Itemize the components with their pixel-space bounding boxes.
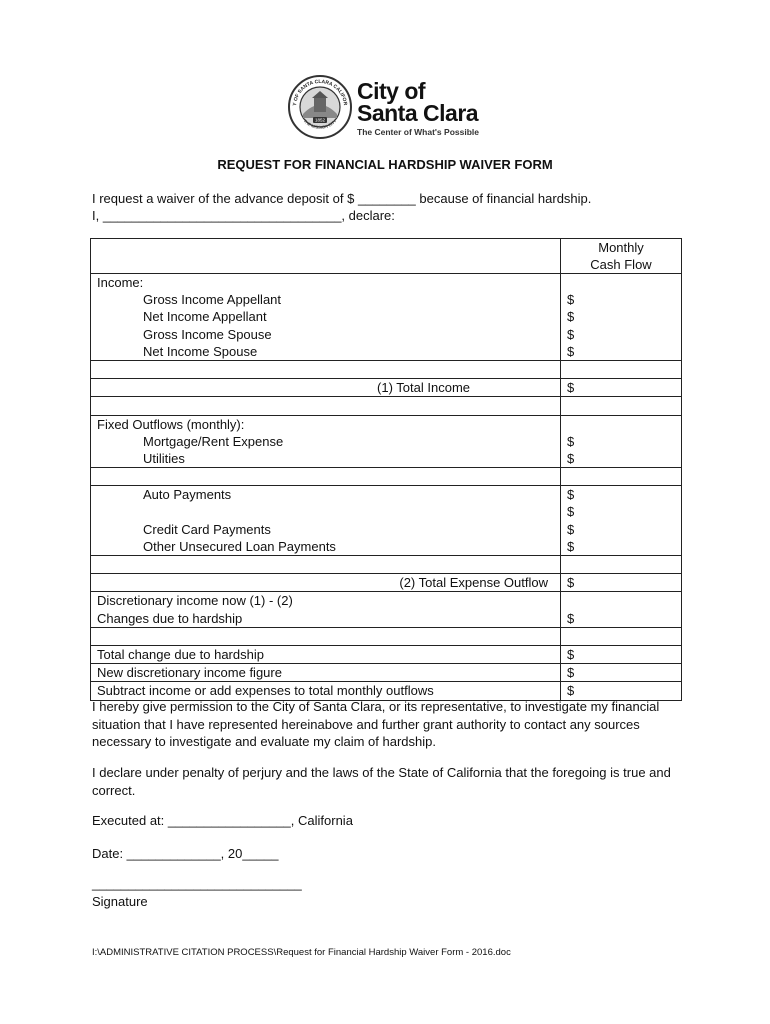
- table-row: [91, 397, 682, 415]
- utilities-value: $: [561, 450, 682, 468]
- table-row: [91, 486, 682, 504]
- other-unsecured-value: $: [561, 538, 682, 556]
- table-row: [91, 521, 682, 538]
- table-row: [91, 239, 682, 274]
- table-row: [91, 592, 682, 610]
- net-income-appellant-value: $: [561, 308, 682, 325]
- net-income-appellant-label: Net Income Appellant: [143, 309, 267, 325]
- table-row: [91, 556, 682, 574]
- table-row: [91, 379, 682, 397]
- file-path-footer: I:\ADMINISTRATIVE CITATION PROCESS\Request for Financial Hardship Waiver Form - 2016.doc: [92, 947, 511, 958]
- city-logo: [287, 72, 497, 144]
- subtract-add-value: $: [561, 682, 682, 700]
- monthly-cash-flow-header: Monthly Cash Flow: [561, 239, 682, 274]
- signature-label: Signature: [92, 894, 148, 909]
- executed-at-line: Executed at: _________________, California: [92, 813, 353, 828]
- total-change-value: $: [561, 645, 682, 663]
- table-row: [91, 450, 682, 468]
- signature-line: _____________________________: [92, 876, 302, 891]
- total-change-label: Total change due to hardship: [91, 645, 561, 663]
- logo-line2: Santa Clara: [357, 100, 479, 126]
- table-row: [91, 610, 682, 628]
- auto-payments-label: Auto Payments: [143, 487, 232, 503]
- net-income-spouse-label: Net Income Spouse: [143, 343, 258, 359]
- table-row: [91, 274, 682, 292]
- intro-line2: I, _________________________________, declare:: [92, 208, 395, 223]
- mortgage-label: Mortgage/Rent Expense: [143, 433, 284, 449]
- form-title: REQUEST FOR FINANCIAL HARDSHIP WAIVER FORM: [217, 157, 553, 172]
- discretionary-now-label: Discretionary income now (1) - (2): [91, 592, 561, 610]
- table-row: [91, 308, 682, 325]
- gross-income-appellant-label: Gross Income Appellant: [143, 292, 282, 308]
- logo-wordmark: [357, 80, 479, 137]
- intro-line1: I request a waiver of the advance deposit of $ ________ because of financial hardship.: [92, 191, 592, 206]
- logo-tagline: The Center of What's Possible: [357, 127, 479, 137]
- credit-card-label: Credit Card Payments: [143, 521, 271, 537]
- new-discretionary-label: New discretionary income figure: [91, 664, 561, 682]
- income-label: Income:: [91, 274, 561, 292]
- changes-hardship-value: $: [561, 610, 682, 628]
- logo-line1: City of: [357, 78, 426, 104]
- permission-paragraph: I hereby give permission to the City of Santa Clara, or its representative, to investigate my financial situation that I have represented hereinabove and further grant authority to contact any sources necessary to investigate and evaluate my claim of hardship.: [92, 699, 660, 749]
- table-row: [91, 433, 682, 450]
- credit-card-value: $: [561, 521, 682, 538]
- svg-text:CITY OF SANTA CLARA CALIFORNIA: Y OF SANTA CLARA CALIFOR: [291, 78, 348, 107]
- gross-income-spouse-value: $: [561, 326, 682, 343]
- table-row: [91, 627, 682, 645]
- total-expense-label: (2) Total Expense Outflow: [91, 574, 561, 592]
- table-row: [91, 360, 682, 378]
- mortgage-value: $: [561, 433, 682, 450]
- table-row: [91, 503, 682, 520]
- table-row: [91, 645, 682, 663]
- gross-income-spouse-label: Gross Income Spouse: [143, 326, 272, 342]
- table-row: [91, 343, 682, 361]
- cash-flow-table: [90, 238, 682, 701]
- total-income-label: (1) Total Income: [91, 379, 561, 397]
- auto-payments-value: $: [561, 486, 682, 504]
- table-row: [91, 415, 682, 433]
- changes-hardship-label: Changes due to hardship: [91, 610, 561, 628]
- total-income-value: $: [561, 379, 682, 397]
- table-row: [91, 538, 682, 556]
- declaration-paragraph: I declare under penalty of perjury and the laws of the State of California that the foregoing is true and correct.: [92, 765, 671, 798]
- table-row: [91, 291, 682, 308]
- total-expense-value: $: [561, 574, 682, 592]
- svg-text:THE MISSION CITY: THE MISSION CITY: [302, 118, 338, 130]
- table-row: [91, 326, 682, 343]
- subtract-add-label: Subtract income or add expenses to total monthly outflows: [91, 682, 561, 700]
- blank-expense-value: $: [561, 503, 682, 520]
- net-income-spouse-value: $: [561, 343, 682, 361]
- svg-text:1852: 1852: [314, 117, 326, 123]
- new-discretionary-value: $: [561, 664, 682, 682]
- table-row: [91, 574, 682, 592]
- fixed-outflows-label: Fixed Outflows (monthly):: [91, 415, 561, 433]
- city-seal-icon: [287, 74, 353, 140]
- utilities-label: Utilities: [143, 450, 185, 466]
- table-row: [91, 468, 682, 486]
- table-row: [91, 664, 682, 682]
- date-line: Date: _____________, 20_____: [92, 846, 279, 861]
- other-unsecured-label: Other Unsecured Loan Payments: [143, 538, 336, 554]
- gross-income-appellant-value: $: [561, 291, 682, 308]
